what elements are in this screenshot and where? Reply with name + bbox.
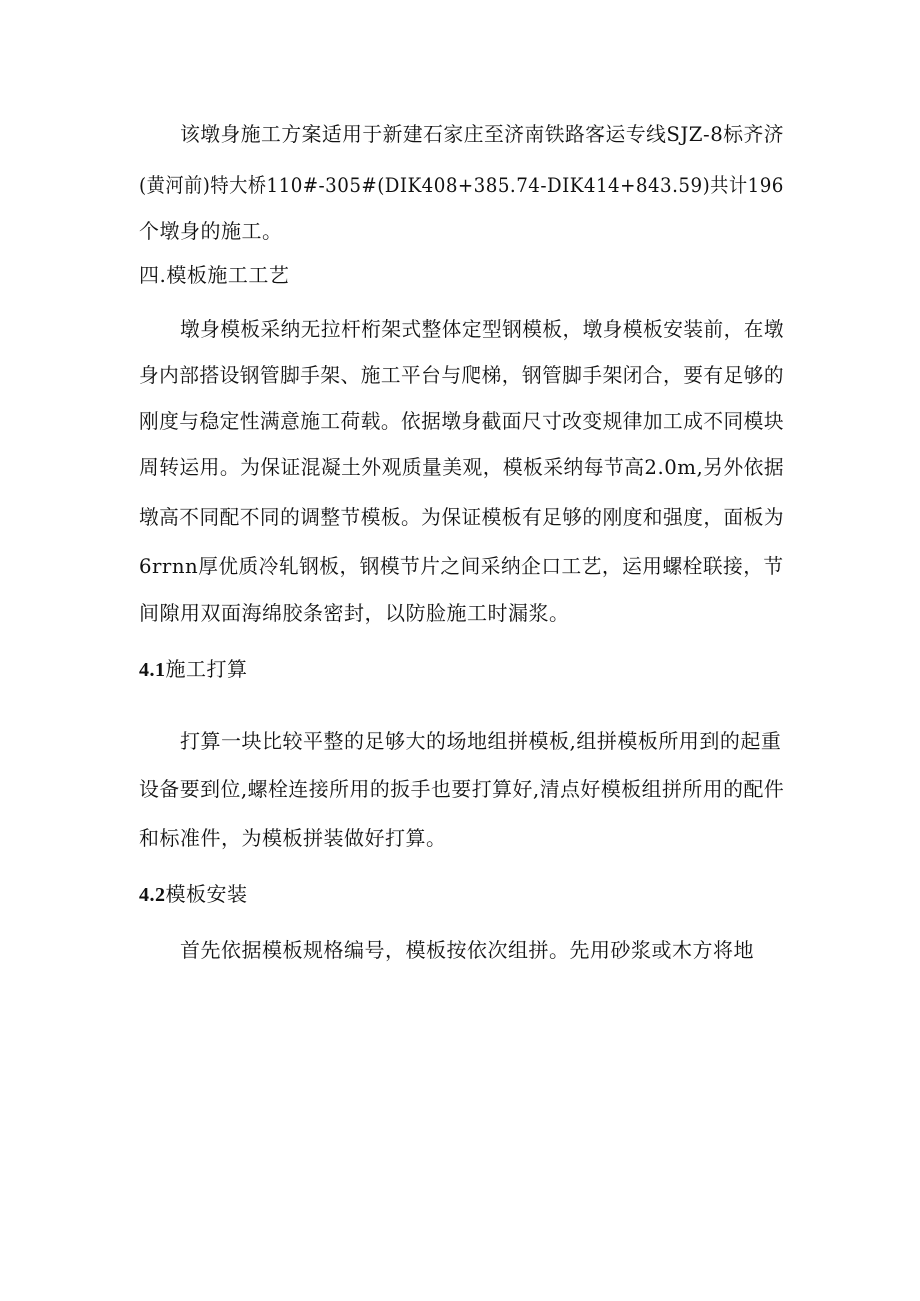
para1-line-1: 该墩身施工方案适用于新建石家庄至济南铁路客运专线SJZ-8标齐济 <box>180 122 785 146</box>
section-4-heading: 四.模板施工工艺 <box>139 263 290 287</box>
para1-line-3: 个墩身的施工。 <box>139 219 283 243</box>
para2-line-7: 间隙用双面海绵胶条密封，以防脸施工时漏浆。 <box>139 601 570 625</box>
para2-line-1: 墩身模板采纳无拉杆桁架式整体定型钢模板，墩身模板安装前，在墩 <box>180 317 784 341</box>
para3-line-3: 和标准件，为模板拼装做好打算。 <box>139 826 447 850</box>
para4-line-1: 首先依据模板规格编号，模板按依次组拼。先用砂浆或木方将地 <box>180 938 754 962</box>
para3-line-1: 打算一块比较平整的足够大的场地组拼模板,组拼模板所用到的起重 <box>180 729 782 753</box>
para2-line-4: 周转运用。为保证混凝土外观质量美观，模板采纳每节高2.0m,另外依据 <box>139 455 785 479</box>
section-4-2-heading <box>139 880 248 909</box>
para2-line-3: 刚度与稳定性满意施工荷载。依据墩身截面尺寸改变规律加工成不同模块 <box>139 409 784 433</box>
para3-line-2: 设备要到位,螺栓连接所用的扳手也要打算好,清点好模板组拼所用的配件 <box>139 777 785 801</box>
section-4-1-title: 施工打算 <box>165 657 248 681</box>
section-4-2-number: 4.2 <box>139 884 166 906</box>
para2-line-6: 6rrnn厚优质冷轧钢板，钢模节片之间采纳企口工艺，运用螺栓联接，节 <box>139 554 784 578</box>
section-4-1-number: 4.1 <box>139 659 166 681</box>
section-4-2-title: 模板安装 <box>165 882 248 906</box>
section-4-1-heading <box>139 655 248 684</box>
para1-line-2: (黄河前)特大桥110#-305#(DIK408+385.74-DIK414+843.59)共计196 <box>139 173 784 197</box>
para2-line-5: 墩高不同配不同的调整节模板。为保证模板有足够的刚度和强度，面板为 <box>139 505 784 529</box>
para2-line-2: 身内部搭设钢管脚手架、施工平台与爬梯，钢管脚手架闭合，要有足够的 <box>139 363 784 387</box>
